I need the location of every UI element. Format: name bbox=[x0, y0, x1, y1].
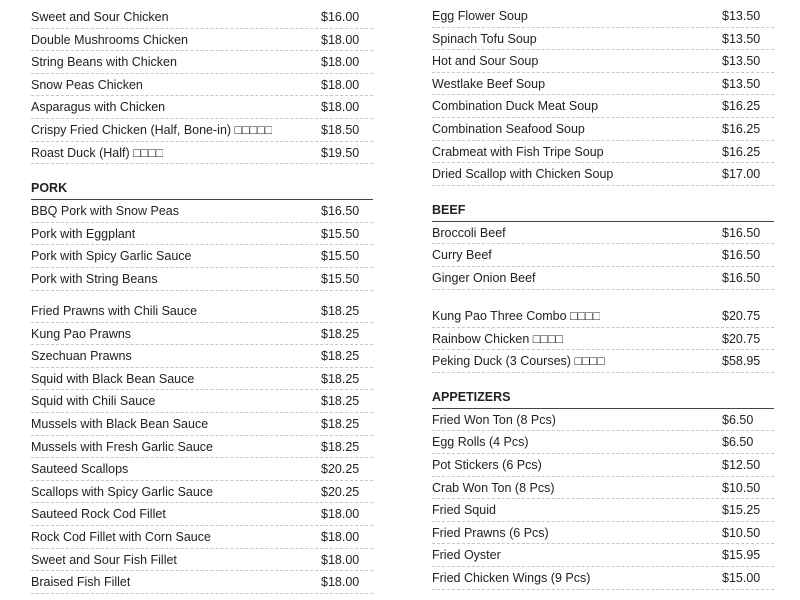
item-price: $18.25 bbox=[321, 439, 360, 454]
menu-item bbox=[432, 73, 774, 96]
item-price: $15.00 bbox=[722, 570, 761, 585]
item-price: $16.50 bbox=[722, 270, 761, 285]
item-price: $18.00 bbox=[321, 55, 360, 70]
item-price: $20.75 bbox=[722, 309, 761, 323]
item-name: Sauteed Rock Cod Fillet bbox=[31, 507, 166, 522]
item-name: Sweet and Sour Chicken bbox=[31, 10, 169, 24]
menu-item bbox=[432, 499, 774, 522]
menu-item bbox=[432, 305, 774, 328]
item-price: $6.50 bbox=[722, 412, 754, 427]
item-price: $18.00 bbox=[321, 575, 360, 590]
item-price: $58.95 bbox=[722, 354, 761, 369]
item-name: Hot and Sour Soup bbox=[432, 54, 539, 69]
right-bottom-panel bbox=[432, 305, 774, 600]
item-price: $18.25 bbox=[321, 349, 360, 364]
item-price: $17.00 bbox=[722, 167, 761, 182]
item-price: $18.25 bbox=[321, 304, 360, 318]
item-name: Pot Stickers (6 Pcs) bbox=[432, 457, 542, 472]
item-name: Westlake Beef Soup bbox=[432, 76, 546, 91]
item-name: Mussels with Black Bean Sauce bbox=[31, 416, 209, 431]
item-name: Kung Pao Three Combo □□□□ bbox=[432, 309, 601, 323]
section-header-pork: PORK bbox=[31, 178, 373, 200]
item-price: $15.50 bbox=[321, 249, 360, 264]
menu-item bbox=[31, 323, 373, 346]
item-name: Snow Peas Chicken bbox=[31, 77, 143, 92]
item-price: $16.25 bbox=[722, 99, 761, 114]
item-price: $10.50 bbox=[722, 525, 761, 540]
item-price: $18.00 bbox=[321, 552, 360, 567]
item-name: Spinach Tofu Soup bbox=[432, 31, 537, 46]
item-price: $15.25 bbox=[722, 503, 761, 518]
menu-item bbox=[432, 567, 774, 590]
menu-item bbox=[31, 345, 373, 368]
menu-item bbox=[31, 458, 373, 481]
item-price: $13.50 bbox=[722, 76, 761, 91]
item-price: $16.25 bbox=[722, 144, 761, 159]
item-price: $18.00 bbox=[321, 507, 360, 522]
menu-item bbox=[31, 223, 373, 246]
menu-item bbox=[31, 6, 373, 29]
menu-item bbox=[432, 431, 774, 454]
item-price: $20.25 bbox=[321, 462, 360, 477]
item-name: Double Mushrooms Chicken bbox=[31, 32, 189, 47]
left-top-panel bbox=[31, 6, 373, 300]
item-name: Rock Cod Fillet with Corn Sauce bbox=[31, 529, 211, 544]
menu-item bbox=[31, 268, 373, 291]
item-price: $15.50 bbox=[321, 271, 360, 286]
menu-item bbox=[432, 544, 774, 567]
item-price: $13.50 bbox=[722, 31, 761, 46]
item-name: Fried Chicken Wings (9 Pcs) bbox=[432, 570, 591, 585]
item-price: $16.50 bbox=[722, 248, 761, 263]
right-top-panel bbox=[432, 5, 774, 305]
item-name: Egg Rolls (4 Pcs) bbox=[432, 435, 529, 450]
item-name: Ginger Onion Beef bbox=[432, 270, 536, 285]
item-price: $18.25 bbox=[321, 326, 360, 341]
item-price: $16.50 bbox=[722, 225, 761, 240]
menu-item bbox=[432, 28, 774, 51]
item-price: $13.50 bbox=[722, 54, 761, 69]
item-name: Dried Scallop with Chicken Soup bbox=[432, 167, 614, 182]
menu-item bbox=[31, 29, 373, 52]
item-name: Rainbow Chicken □□□□ bbox=[432, 331, 563, 346]
menu-item bbox=[31, 119, 373, 142]
item-name: Mussels with Fresh Garlic Sauce bbox=[31, 439, 214, 454]
item-name: Pork with String Beans bbox=[31, 271, 158, 286]
menu-item bbox=[31, 51, 373, 74]
menu-item bbox=[432, 350, 774, 373]
item-name: Pork with Spicy Garlic Sauce bbox=[31, 249, 192, 264]
item-price: $20.75 bbox=[722, 331, 761, 346]
menu-item bbox=[31, 526, 373, 549]
item-price: $19.50 bbox=[321, 145, 360, 160]
menu-item bbox=[31, 200, 373, 223]
menu-item bbox=[432, 118, 774, 141]
item-name: Crabmeat with Fish Tripe Soup bbox=[432, 144, 604, 159]
menu-item bbox=[432, 163, 774, 186]
item-price: $12.50 bbox=[722, 457, 761, 472]
menu-item bbox=[432, 5, 774, 28]
item-price: $18.00 bbox=[321, 100, 360, 115]
menu-item bbox=[432, 477, 774, 500]
item-name: Kung Pao Prawns bbox=[31, 326, 132, 341]
item-price: $18.50 bbox=[321, 122, 360, 137]
item-name: Fried Squid bbox=[432, 503, 496, 518]
item-name: Combination Duck Meat Soup bbox=[432, 99, 599, 114]
menu-item bbox=[31, 571, 373, 594]
item-price: $6.50 bbox=[722, 435, 754, 450]
menu-item bbox=[432, 141, 774, 164]
item-name: Scallops with Spicy Garlic Sauce bbox=[31, 484, 214, 499]
item-name: Broccoli Beef bbox=[432, 225, 506, 240]
item-price: $15.95 bbox=[722, 548, 761, 563]
item-name: Roast Duck (Half) □□□□ bbox=[31, 145, 164, 160]
left-bottom-panel bbox=[31, 300, 373, 600]
item-name: BBQ Pork with Snow Peas bbox=[31, 204, 179, 219]
item-name: Fried Prawns with Chili Sauce bbox=[31, 304, 198, 318]
item-name: Crispy Fried Chicken (Half, Bone-in) □□□□□ bbox=[31, 122, 273, 137]
item-price: $10.50 bbox=[722, 480, 761, 495]
item-name: Sauteed Scallops bbox=[31, 462, 129, 477]
item-price: $18.00 bbox=[321, 77, 360, 92]
menu-item bbox=[31, 368, 373, 391]
item-name: Sweet and Sour Fish Fillet bbox=[31, 552, 177, 567]
item-name: Peking Duck (3 Courses) □□□□ bbox=[432, 354, 605, 369]
menu-item bbox=[31, 245, 373, 268]
menu-item bbox=[31, 549, 373, 572]
item-price: $18.25 bbox=[321, 371, 360, 386]
item-price: $16.50 bbox=[321, 204, 360, 219]
menu-item bbox=[432, 50, 774, 73]
menu-item bbox=[432, 95, 774, 118]
item-price: $20.25 bbox=[321, 484, 360, 499]
menu-item bbox=[31, 436, 373, 459]
item-name: Curry Beef bbox=[432, 248, 492, 263]
menu-item bbox=[31, 74, 373, 97]
item-name: Asparagus with Chicken bbox=[31, 100, 166, 115]
section-header-beef: BEEF bbox=[432, 200, 774, 222]
menu-item bbox=[432, 454, 774, 477]
menu-item bbox=[31, 390, 373, 413]
item-name: Crab Won Ton (8 Pcs) bbox=[432, 480, 555, 495]
menu-item bbox=[432, 522, 774, 545]
menu-item bbox=[432, 328, 774, 351]
item-price: $18.00 bbox=[321, 529, 360, 544]
item-name: Fried Prawns (6 Pcs) bbox=[432, 525, 549, 540]
section-header-appetizers: APPETIZERS bbox=[432, 387, 774, 409]
item-name: Combination Seafood Soup bbox=[432, 121, 585, 136]
item-name: String Beans with Chicken bbox=[31, 55, 177, 70]
item-price: $18.25 bbox=[321, 394, 360, 409]
menu-item bbox=[31, 96, 373, 119]
item-name: Braised Fish Fillet bbox=[31, 575, 131, 590]
item-price: $16.25 bbox=[722, 121, 761, 136]
item-price: $13.50 bbox=[722, 9, 761, 23]
menu-item bbox=[31, 481, 373, 504]
item-name: Fried Oyster bbox=[432, 548, 501, 563]
menu-item bbox=[31, 300, 373, 323]
item-name: Squid with Black Bean Sauce bbox=[31, 371, 195, 386]
item-name: Squid with Chili Sauce bbox=[31, 394, 156, 409]
item-price: $18.25 bbox=[321, 416, 360, 431]
item-price: $18.00 bbox=[321, 32, 360, 47]
menu-item bbox=[31, 142, 373, 165]
menu-item bbox=[31, 503, 373, 526]
item-name: Fried Won Ton (8 Pcs) bbox=[432, 412, 556, 427]
menu-item bbox=[432, 267, 774, 290]
item-price: $16.00 bbox=[321, 10, 360, 24]
menu-item bbox=[432, 222, 774, 245]
menu-item bbox=[432, 244, 774, 267]
item-name: Egg Flower Soup bbox=[432, 9, 528, 23]
item-price: $15.50 bbox=[321, 226, 360, 241]
item-name: Szechuan Prawns bbox=[31, 349, 132, 364]
menu-item bbox=[432, 409, 774, 432]
menu-item bbox=[31, 413, 373, 436]
item-name: Pork with Eggplant bbox=[31, 226, 136, 241]
